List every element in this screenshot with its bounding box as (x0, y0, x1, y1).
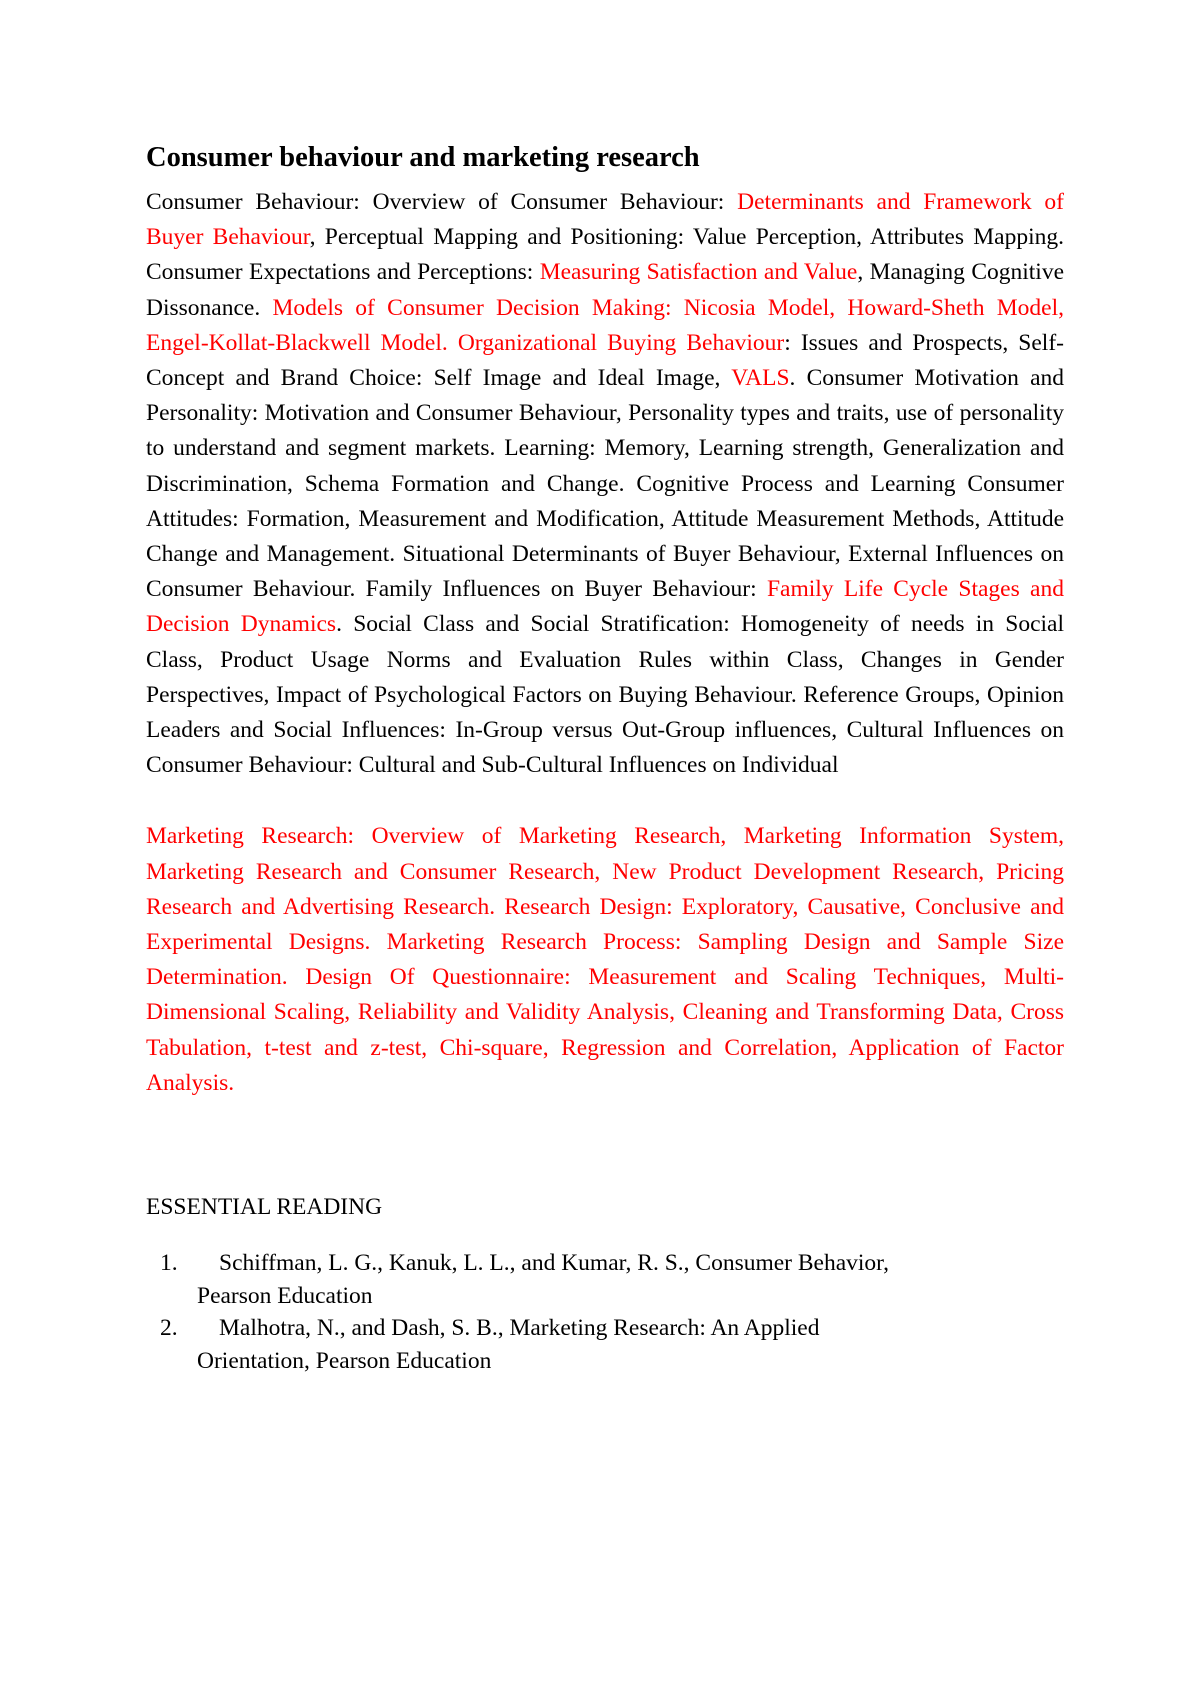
text-segment: . Social Class and Social Stratification: Homogeneity of needs in Social Class, Product Usage Norms and Evaluation Rules within Class, Changes in Gender Perspectives, Impact of Psychological Factors on Buying Behaviour. Reference Groups, Opinion Leaders and Social Influences: In-Group versus Out-Group influences, Cultural Influences on Consumer Behaviour: Cultural and Sub-Cultural Influences on Individual (146, 611, 1064, 779)
text-segment: . Consumer Motivation and Personality: Motivation and Consumer Behaviour, Personality types and traits, use of personality to understand and segment markets. Learning: Memory, Learning strength, Generalization and Discrimination, Schema Formation and Change. Cognitive Process and Learning Consumer Attitudes: Formation, Measurement and Modification, Attitude Measurement Methods, Attitude Change and Management. Situational Determinants of Buyer Behaviour, External Influences on Consumer Behaviour. Family Influences on Buyer Behaviour: (146, 365, 1064, 603)
essential-reading-heading: ESSENTIAL READING (146, 1194, 383, 1221)
reading-reference-line: Pearson Education (197, 1282, 373, 1309)
highlighted-text-segment: Models of Consumer Decision Making: Nicosia Model, Howard-Sheth Model, Engel-Kollat-Blackwell Model. Organizational Buying Behaviour (146, 294, 1064, 356)
reading-reference-line: Malhotra, N., and Dash, S. B., Marketing Research: An Applied (219, 1315, 820, 1342)
highlighted-text-segment: Measuring Satisfaction and Value (539, 259, 858, 286)
reading-list-item (146, 1312, 1064, 1377)
highlighted-text-segment: Family Life Cycle Stages and Decision Dynamics (146, 576, 1064, 638)
document-title: Consumer behaviour and marketing research (146, 142, 700, 173)
text-segment: : Issues and Prospects, Self-Concept and Brand Choice: Self Image and Ideal Image, (146, 329, 1064, 392)
list-number: 2. (160, 1315, 178, 1342)
text-segment: , Managing Cognitive Dissonance. (146, 259, 1065, 321)
document-page (146, 140, 1064, 1377)
reading-list (146, 1247, 1064, 1377)
highlighted-text-segment: Determinants and Framework of Buyer Behaviour (146, 189, 1065, 251)
consumer-behaviour-paragraph (146, 185, 1064, 783)
reading-reference-line: Orientation, Pearson Education (197, 1347, 492, 1374)
text-segment: Consumer Behaviour: Overview of Consumer Behaviour: (146, 189, 738, 215)
reading-reference-line: Schiffman, L. G., Kanuk, L. L., and Kumar, R. S., Consumer Behavior, (219, 1250, 889, 1277)
reading-list-item (146, 1247, 1064, 1312)
list-number: 1. (160, 1250, 178, 1277)
highlighted-text-segment: VALS (731, 365, 790, 392)
text-segment: , Perceptual Mapping and Positioning: Value Perception, Attributes Mapping. Consumer Expectations and Perceptions: (146, 224, 1064, 286)
marketing-research-paragraph: Marketing Research: Overview of Marketing Research, Marketing Information System, Marketing Research and Consumer Research, New Product Development Research, Pricing Research and Advertising Research. Research Design: Exploratory, Causative, Conclusive and Experimental Designs. Marketing Research Process: Sampling Design and Sample Size Determination. Design Of Questionnaire: Measurement and Scaling Techniques, Multi-Dimensional Scaling, Reliability and Validity Analysis, Cleaning and Transforming Data, Cross Tabulation, t-test and z-test, Chi-square, Regression and Correlation, Application of Factor Analysis. (146, 823, 1064, 1096)
